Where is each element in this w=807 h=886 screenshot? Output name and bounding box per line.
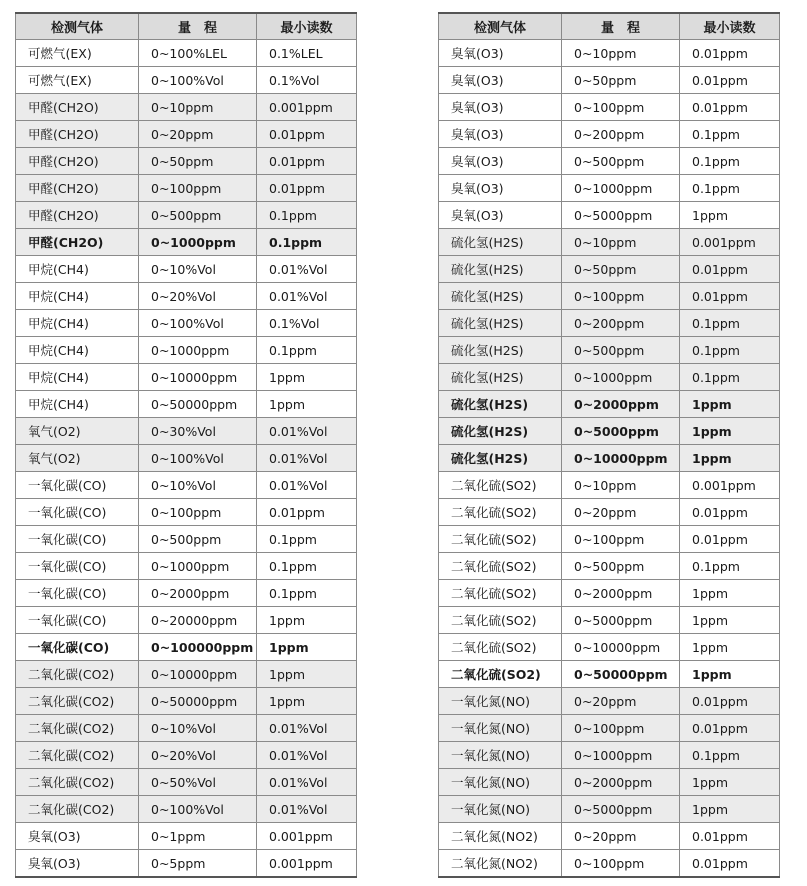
gas-cell: 臭氧(O3) (439, 148, 562, 175)
range-cell: 0~50000ppm (562, 661, 680, 688)
table-row (439, 499, 780, 526)
range-cell: 0~30%Vol (139, 418, 257, 445)
range-cell: 0~2000ppm (562, 391, 680, 418)
resolution-cell: 0.01ppm (680, 499, 780, 526)
table-row (16, 769, 357, 796)
gas-cell: 二氧化硫(SO2) (439, 661, 562, 688)
table-row (16, 607, 357, 634)
resolution-cell: 1ppm (257, 688, 357, 715)
table-row (439, 148, 780, 175)
resolution-cell: 0.1%Vol (257, 310, 357, 337)
resolution-cell: 0.1ppm (680, 364, 780, 391)
gas-cell: 甲醛(CH2O) (16, 121, 139, 148)
table-row (439, 850, 780, 878)
range-cell: 0~20ppm (139, 121, 257, 148)
gas-cell: 二氧化碳(CO2) (16, 661, 139, 688)
table-row (16, 40, 357, 67)
resolution-cell: 0.01ppm (680, 67, 780, 94)
table-row (16, 796, 357, 823)
resolution-cell: 0.1ppm (257, 553, 357, 580)
range-cell: 0~5000ppm (562, 418, 680, 445)
table-row (16, 472, 357, 499)
gas-cell: 甲烷(CH4) (16, 337, 139, 364)
range-cell: 0~100%Vol (139, 67, 257, 94)
resolution-cell: 0.01ppm (680, 823, 780, 850)
range-cell: 0~5ppm (139, 850, 257, 878)
gas-cell: 氧气(O2) (16, 418, 139, 445)
gas-cell: 二氧化硫(SO2) (439, 472, 562, 499)
table-row (439, 661, 780, 688)
gas-cell: 甲醛(CH2O) (16, 148, 139, 175)
resolution-cell: 0.1ppm (680, 310, 780, 337)
gas-cell: 二氧化硫(SO2) (439, 580, 562, 607)
table-row (439, 175, 780, 202)
range-cell: 0~5000ppm (562, 607, 680, 634)
range-cell: 0~2000ppm (562, 769, 680, 796)
gas-cell: 硫化氢(H2S) (439, 283, 562, 310)
resolution-cell: 0.01%Vol (257, 472, 357, 499)
gas-cell: 二氧化氮(NO2) (439, 850, 562, 878)
resolution-cell: 0.001ppm (680, 229, 780, 256)
table-row (439, 40, 780, 67)
gas-cell: 一氧化碳(CO) (16, 580, 139, 607)
table-row (439, 418, 780, 445)
table-row (439, 94, 780, 121)
gas-cell: 二氧化碳(CO2) (16, 769, 139, 796)
resolution-cell: 0.01%Vol (257, 715, 357, 742)
range-cell: 0~1000ppm (139, 337, 257, 364)
range-cell: 0~20ppm (562, 823, 680, 850)
table-row (439, 202, 780, 229)
range-cell: 0~10%Vol (139, 472, 257, 499)
gas-cell: 硫化氢(H2S) (439, 445, 562, 472)
table-row (16, 94, 357, 121)
table-row (439, 823, 780, 850)
table-header (439, 13, 780, 40)
resolution-cell: 1ppm (680, 445, 780, 472)
resolution-cell: 1ppm (680, 418, 780, 445)
resolution-cell: 1ppm (680, 661, 780, 688)
table-row (439, 337, 780, 364)
gas-cell: 甲醛(CH2O) (16, 229, 139, 256)
resolution-cell: 0.1%Vol (257, 67, 357, 94)
resolution-cell: 0.1ppm (680, 121, 780, 148)
range-cell: 0~1000ppm (562, 175, 680, 202)
gas-cell: 一氧化碳(CO) (16, 553, 139, 580)
table-row (439, 715, 780, 742)
gas-cell: 甲烷(CH4) (16, 391, 139, 418)
range-cell: 0~1000ppm (562, 364, 680, 391)
range-cell: 0~100%Vol (139, 445, 257, 472)
range-cell: 0~10ppm (139, 94, 257, 121)
range-cell: 0~100ppm (562, 526, 680, 553)
gas-cell: 硫化氢(H2S) (439, 229, 562, 256)
resolution-cell: 0.01%Vol (257, 418, 357, 445)
gas-cell: 可燃气(EX) (16, 40, 139, 67)
gas-cell: 臭氧(O3) (439, 121, 562, 148)
resolution-cell: 0.01%Vol (257, 445, 357, 472)
resolution-cell: 0.01%Vol (257, 769, 357, 796)
range-cell: 0~100%Vol (139, 310, 257, 337)
resolution-cell: 1ppm (257, 661, 357, 688)
table-row (439, 796, 780, 823)
gas-cell: 甲醛(CH2O) (16, 175, 139, 202)
table-row (439, 364, 780, 391)
resolution-cell: 1ppm (680, 634, 780, 661)
gas-cell: 臭氧(O3) (439, 94, 562, 121)
resolution-cell: 0.1ppm (257, 337, 357, 364)
gas-cell: 臭氧(O3) (439, 67, 562, 94)
resolution-cell: 0.01ppm (257, 175, 357, 202)
gas-cell: 二氧化碳(CO2) (16, 715, 139, 742)
resolution-cell: 0.1ppm (257, 202, 357, 229)
range-cell: 0~10ppm (562, 40, 680, 67)
table-row (16, 283, 357, 310)
resolution-cell: 0.01ppm (680, 40, 780, 67)
range-cell: 0~10ppm (562, 229, 680, 256)
resolution-cell: 1ppm (257, 391, 357, 418)
range-cell: 0~200ppm (562, 121, 680, 148)
resolution-cell: 1ppm (680, 607, 780, 634)
gas-cell: 硫化氢(H2S) (439, 337, 562, 364)
gas-spec-table-left (15, 12, 357, 878)
resolution-cell: 0.1ppm (680, 553, 780, 580)
table-row (16, 499, 357, 526)
range-cell: 0~50ppm (562, 256, 680, 283)
range-cell: 0~100%Vol (139, 796, 257, 823)
gas-cell: 臭氧(O3) (439, 40, 562, 67)
range-cell: 0~100ppm (139, 175, 257, 202)
range-cell: 0~10%Vol (139, 715, 257, 742)
table-row (439, 310, 780, 337)
resolution-cell: 0.01ppm (680, 715, 780, 742)
resolution-cell: 0.01ppm (257, 121, 357, 148)
resolution-cell: 1ppm (257, 607, 357, 634)
table-row (439, 472, 780, 499)
resolution-cell: 0.001ppm (257, 823, 357, 850)
table-row (439, 526, 780, 553)
gas-cell: 二氧化氮(NO2) (439, 823, 562, 850)
range-cell: 0~10ppm (562, 472, 680, 499)
table-row (439, 553, 780, 580)
gas-cell: 臭氧(O3) (16, 823, 139, 850)
resolution-cell: 0.1ppm (680, 148, 780, 175)
gas-cell: 一氧化碳(CO) (16, 499, 139, 526)
resolution-cell: 1ppm (680, 580, 780, 607)
gas-cell: 甲醛(CH2O) (16, 94, 139, 121)
range-cell: 0~2000ppm (139, 580, 257, 607)
range-cell: 0~500ppm (139, 526, 257, 553)
range-cell: 0~100%LEL (139, 40, 257, 67)
table-row (16, 634, 357, 661)
gas-cell: 一氧化碳(CO) (16, 634, 139, 661)
range-cell: 0~100ppm (562, 94, 680, 121)
gas-cell: 一氧化氮(NO) (439, 769, 562, 796)
range-cell: 0~10000ppm (562, 634, 680, 661)
gas-cell: 臭氧(O3) (16, 850, 139, 878)
table-row (16, 526, 357, 553)
table-row (16, 229, 357, 256)
table-row (439, 391, 780, 418)
range-cell: 0~200ppm (562, 310, 680, 337)
table-row (16, 148, 357, 175)
gas-cell: 二氧化硫(SO2) (439, 526, 562, 553)
range-cell: 0~20%Vol (139, 742, 257, 769)
table-row (439, 445, 780, 472)
resolution-cell: 1ppm (257, 364, 357, 391)
table-row (16, 715, 357, 742)
table-row (439, 607, 780, 634)
table-row (16, 337, 357, 364)
gas-cell: 二氧化硫(SO2) (439, 607, 562, 634)
range-cell: 0~10000ppm (562, 445, 680, 472)
table-row (439, 67, 780, 94)
gas-cell: 二氧化硫(SO2) (439, 634, 562, 661)
range-cell: 0~20%Vol (139, 283, 257, 310)
resolution-cell: 1ppm (257, 634, 357, 661)
header-range: 量 程 (139, 13, 257, 40)
resolution-cell: 0.01ppm (680, 256, 780, 283)
range-cell: 0~1000ppm (139, 229, 257, 256)
resolution-cell: 0.01ppm (257, 148, 357, 175)
header-resolution: 最小读数 (257, 13, 357, 40)
range-cell: 0~100ppm (562, 715, 680, 742)
table-row (439, 769, 780, 796)
resolution-cell: 0.1ppm (257, 526, 357, 553)
range-cell: 0~100ppm (562, 283, 680, 310)
table-row (16, 256, 357, 283)
table-row (16, 391, 357, 418)
range-cell: 0~500ppm (562, 553, 680, 580)
gas-cell: 二氧化碳(CO2) (16, 742, 139, 769)
gas-cell: 硫化氢(H2S) (439, 256, 562, 283)
resolution-cell: 0.01%Vol (257, 256, 357, 283)
table-row (439, 634, 780, 661)
table-row (16, 742, 357, 769)
range-cell: 0~5000ppm (562, 796, 680, 823)
resolution-cell: 1ppm (680, 769, 780, 796)
range-cell: 0~20ppm (562, 499, 680, 526)
gas-cell: 臭氧(O3) (439, 202, 562, 229)
range-cell: 0~100000ppm (139, 634, 257, 661)
gas-cell: 硫化氢(H2S) (439, 418, 562, 445)
table-row (16, 445, 357, 472)
table-row (16, 67, 357, 94)
gas-cell: 一氧化碳(CO) (16, 472, 139, 499)
range-cell: 0~10000ppm (139, 364, 257, 391)
resolution-cell: 0.1ppm (680, 175, 780, 202)
table-row (439, 229, 780, 256)
resolution-cell: 0.01ppm (680, 283, 780, 310)
gas-cell: 甲醛(CH2O) (16, 202, 139, 229)
resolution-cell: 0.01ppm (257, 499, 357, 526)
table-header (16, 13, 357, 40)
range-cell: 0~50000ppm (139, 391, 257, 418)
gas-cell: 甲烷(CH4) (16, 310, 139, 337)
gas-cell: 一氧化碳(CO) (16, 607, 139, 634)
range-cell: 0~10%Vol (139, 256, 257, 283)
range-cell: 0~2000ppm (562, 580, 680, 607)
header-row (16, 13, 357, 40)
resolution-cell: 0.001ppm (257, 94, 357, 121)
resolution-cell: 0.01%Vol (257, 283, 357, 310)
gas-cell: 臭氧(O3) (439, 175, 562, 202)
resolution-cell: 0.01ppm (680, 850, 780, 878)
gas-spec-table-right (438, 12, 780, 878)
resolution-cell: 0.001ppm (680, 472, 780, 499)
table-row (439, 688, 780, 715)
gas-cell: 甲烷(CH4) (16, 256, 139, 283)
header-range: 量 程 (562, 13, 680, 40)
header-row (439, 13, 780, 40)
gas-cell: 二氧化硫(SO2) (439, 553, 562, 580)
resolution-cell: 1ppm (680, 391, 780, 418)
table-row (16, 580, 357, 607)
resolution-cell: 0.1ppm (257, 229, 357, 256)
resolution-cell: 0.01ppm (680, 94, 780, 121)
range-cell: 0~50%Vol (139, 769, 257, 796)
gas-cell: 一氧化氮(NO) (439, 796, 562, 823)
resolution-cell: 1ppm (680, 796, 780, 823)
header-gas: 检测气体 (439, 13, 562, 40)
header-resolution: 最小读数 (680, 13, 780, 40)
table-body (16, 40, 357, 878)
gas-cell: 一氧化氮(NO) (439, 688, 562, 715)
range-cell: 0~500ppm (139, 202, 257, 229)
gas-cell: 二氧化碳(CO2) (16, 796, 139, 823)
range-cell: 0~100ppm (139, 499, 257, 526)
range-cell: 0~500ppm (562, 337, 680, 364)
table-row (16, 418, 357, 445)
table-row (439, 121, 780, 148)
table-row (16, 202, 357, 229)
resolution-cell: 1ppm (680, 202, 780, 229)
gas-cell: 一氧化氮(NO) (439, 742, 562, 769)
range-cell: 0~100ppm (562, 850, 680, 878)
range-cell: 0~1000ppm (139, 553, 257, 580)
table-row (16, 310, 357, 337)
range-cell: 0~10000ppm (139, 661, 257, 688)
table-row (16, 850, 357, 878)
gas-cell: 硫化氢(H2S) (439, 364, 562, 391)
header-gas: 检测气体 (16, 13, 139, 40)
table-row (439, 580, 780, 607)
table-row (16, 553, 357, 580)
table-row (16, 688, 357, 715)
gas-cell: 硫化氢(H2S) (439, 391, 562, 418)
range-cell: 0~1000ppm (562, 742, 680, 769)
range-cell: 0~20ppm (562, 688, 680, 715)
resolution-cell: 0.1ppm (680, 742, 780, 769)
range-cell: 0~20000ppm (139, 607, 257, 634)
resolution-cell: 0.001ppm (257, 850, 357, 878)
resolution-cell: 0.1%LEL (257, 40, 357, 67)
range-cell: 0~1ppm (139, 823, 257, 850)
table-row (16, 823, 357, 850)
resolution-cell: 0.1ppm (257, 580, 357, 607)
gas-cell: 一氧化碳(CO) (16, 526, 139, 553)
range-cell: 0~50ppm (139, 148, 257, 175)
resolution-cell: 0.01%Vol (257, 742, 357, 769)
gas-cell: 氧气(O2) (16, 445, 139, 472)
resolution-cell: 0.1ppm (680, 337, 780, 364)
range-cell: 0~500ppm (562, 148, 680, 175)
table-row (16, 175, 357, 202)
table-row (439, 742, 780, 769)
table-row (16, 661, 357, 688)
table-row (439, 256, 780, 283)
range-cell: 0~50000ppm (139, 688, 257, 715)
gas-cell: 一氧化氮(NO) (439, 715, 562, 742)
gas-cell: 可燃气(EX) (16, 67, 139, 94)
table-row (16, 121, 357, 148)
gas-cell: 硫化氢(H2S) (439, 310, 562, 337)
resolution-cell: 0.01ppm (680, 526, 780, 553)
resolution-cell: 0.01%Vol (257, 796, 357, 823)
table-body (439, 40, 780, 878)
gas-cell: 甲烷(CH4) (16, 283, 139, 310)
table-row (439, 283, 780, 310)
gas-cell: 二氧化碳(CO2) (16, 688, 139, 715)
gas-cell: 二氧化硫(SO2) (439, 499, 562, 526)
range-cell: 0~50ppm (562, 67, 680, 94)
resolution-cell: 0.01ppm (680, 688, 780, 715)
range-cell: 0~5000ppm (562, 202, 680, 229)
gas-cell: 甲烷(CH4) (16, 364, 139, 391)
table-row (16, 364, 357, 391)
